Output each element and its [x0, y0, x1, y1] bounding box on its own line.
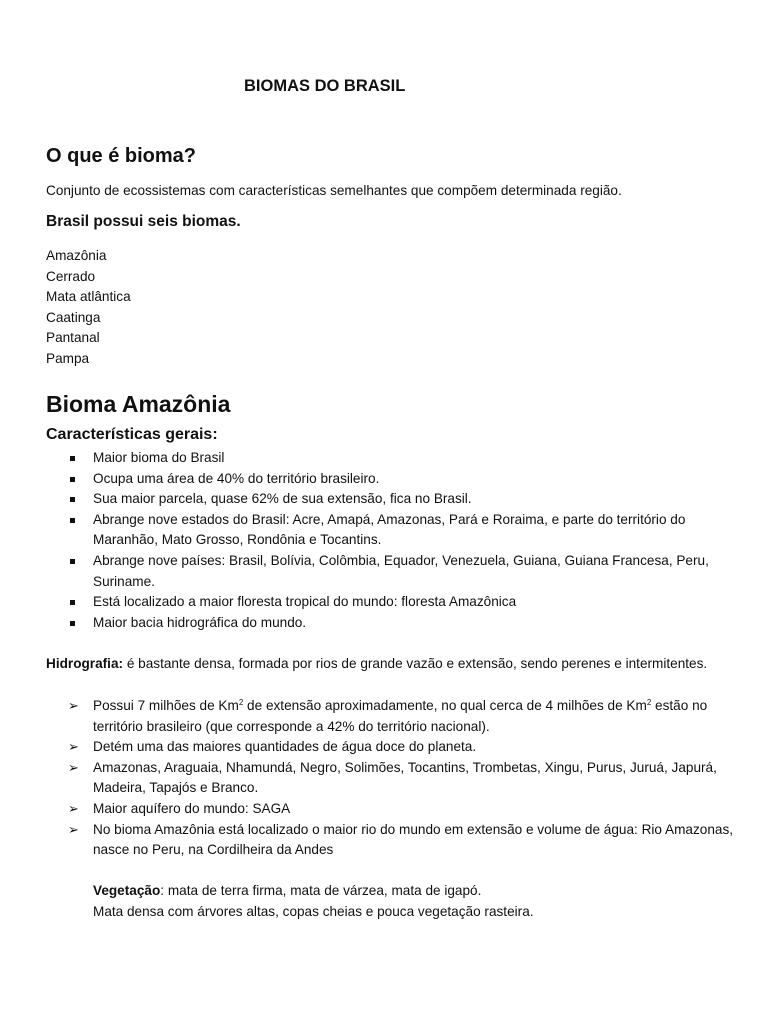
list-item: ➢ No bioma Amazônia está localizado o maior rio do mundo em extensão e volume de água: Rio Amazonas, nasce no Peru, na Cordilheira da Andes [68, 821, 734, 858]
square-bullet-icon [70, 559, 75, 564]
arrow-bullet-icon: ➢ [68, 800, 79, 816]
list-item: Ocupa uma área de 40% do território brasileiro. [68, 469, 748, 490]
arrow-bullet-icon: ➢ [68, 739, 79, 755]
list-item: Abrange nove estados do Brasil: Acre, Amapá, Amazonas, Pará e Roraima, e parte do território do Maranhão, Mato Grosso, Rondônia e Tocantins. [68, 510, 748, 551]
amazon-heading: Bioma Amazônia [46, 391, 231, 417]
list-item: Maior bioma do Brasil [68, 448, 748, 469]
general-characteristics-list [68, 448, 748, 633]
hydrography-paragraph [46, 654, 736, 675]
vegetation-description: Mata densa com árvores altas, copas cheias e pouca vegetação rasteira. [93, 903, 534, 919]
list-item: ➢ Amazonas, Araguaia, Nhamundá, Negro, Solimões, Tocantins, Trombetas, Xingu, Purus, Juruá, Japurá, Madeira, Tapajós e Branco. [68, 759, 717, 796]
square-bullet-icon [70, 600, 75, 605]
what-is-biome-heading: O que é bioma? [46, 145, 197, 167]
arrow-bullet-icon: ➢ [68, 698, 79, 713]
list-item: Pampa [46, 350, 90, 366]
hydrography-label: Hidrografia: [46, 656, 124, 671]
list-item: Pantanal [46, 330, 100, 346]
list-item: ➢ Maior aquífero do mundo: SAGA [68, 799, 738, 820]
six-biomes-heading: Brasil possui seis biomas. [46, 213, 241, 230]
list-item: Sua maior parcela, quase 62% de sua extensão, fica no Brasil. [68, 489, 748, 510]
list-item: Abrange nove países: Brasil, Bolívia, Colômbia, Equador, Venezuela, Guiana, Guiana Francesa, Peru, Suriname. [68, 551, 748, 592]
list-item: ➢ Possui 7 milhões de Km$^2$ de extensão aproximadamente, no qual cerca de 4 milhões de Km$^2$ estão no território brasileiro (que corresponde a 42% do território nacional). [68, 698, 708, 734]
vegetation-text: : mata de terra firma, mata de várzea, mata de igapó. [160, 883, 482, 898]
list-item: Maior bacia hidrográfica do mundo. [68, 613, 748, 634]
document-title: BIOMAS DO BRASIL [244, 77, 406, 95]
biome-list [46, 246, 131, 370]
list-item: Cerrado [46, 268, 96, 284]
square-bullet-icon [70, 621, 75, 626]
list-item: Amazônia [46, 248, 107, 263]
square-bullet-icon [70, 518, 75, 523]
square-bullet-icon [70, 497, 75, 502]
vegetation-block [93, 881, 534, 922]
what-is-biome-text: Conjunto de ecossistemas com características semelhantes que compõem determinada região. [46, 183, 622, 198]
list-item: Caatinga [46, 309, 101, 325]
list-item: ➢ Detém uma das maiores quantidades de água doce do planeta. [68, 737, 738, 758]
hydrography-list [68, 696, 738, 861]
general-characteristics-heading: Características gerais: [46, 426, 218, 443]
arrow-bullet-icon: ➢ [68, 821, 79, 837]
square-bullet-icon [70, 456, 75, 461]
hydrography-text: é bastante densa, formada por rios de grande vazão e extensão, sendo perenes e intermitentes. [123, 656, 708, 671]
vegetation-line [93, 881, 534, 902]
square-bullet-icon [70, 477, 75, 482]
list-item: Mata atlântica [46, 289, 131, 305]
list-item: Está localizado a maior floresta tropical do mundo: floresta Amazônica [68, 592, 748, 613]
vegetation-label: Vegetação [93, 883, 161, 898]
arrow-bullet-icon: ➢ [68, 759, 79, 775]
